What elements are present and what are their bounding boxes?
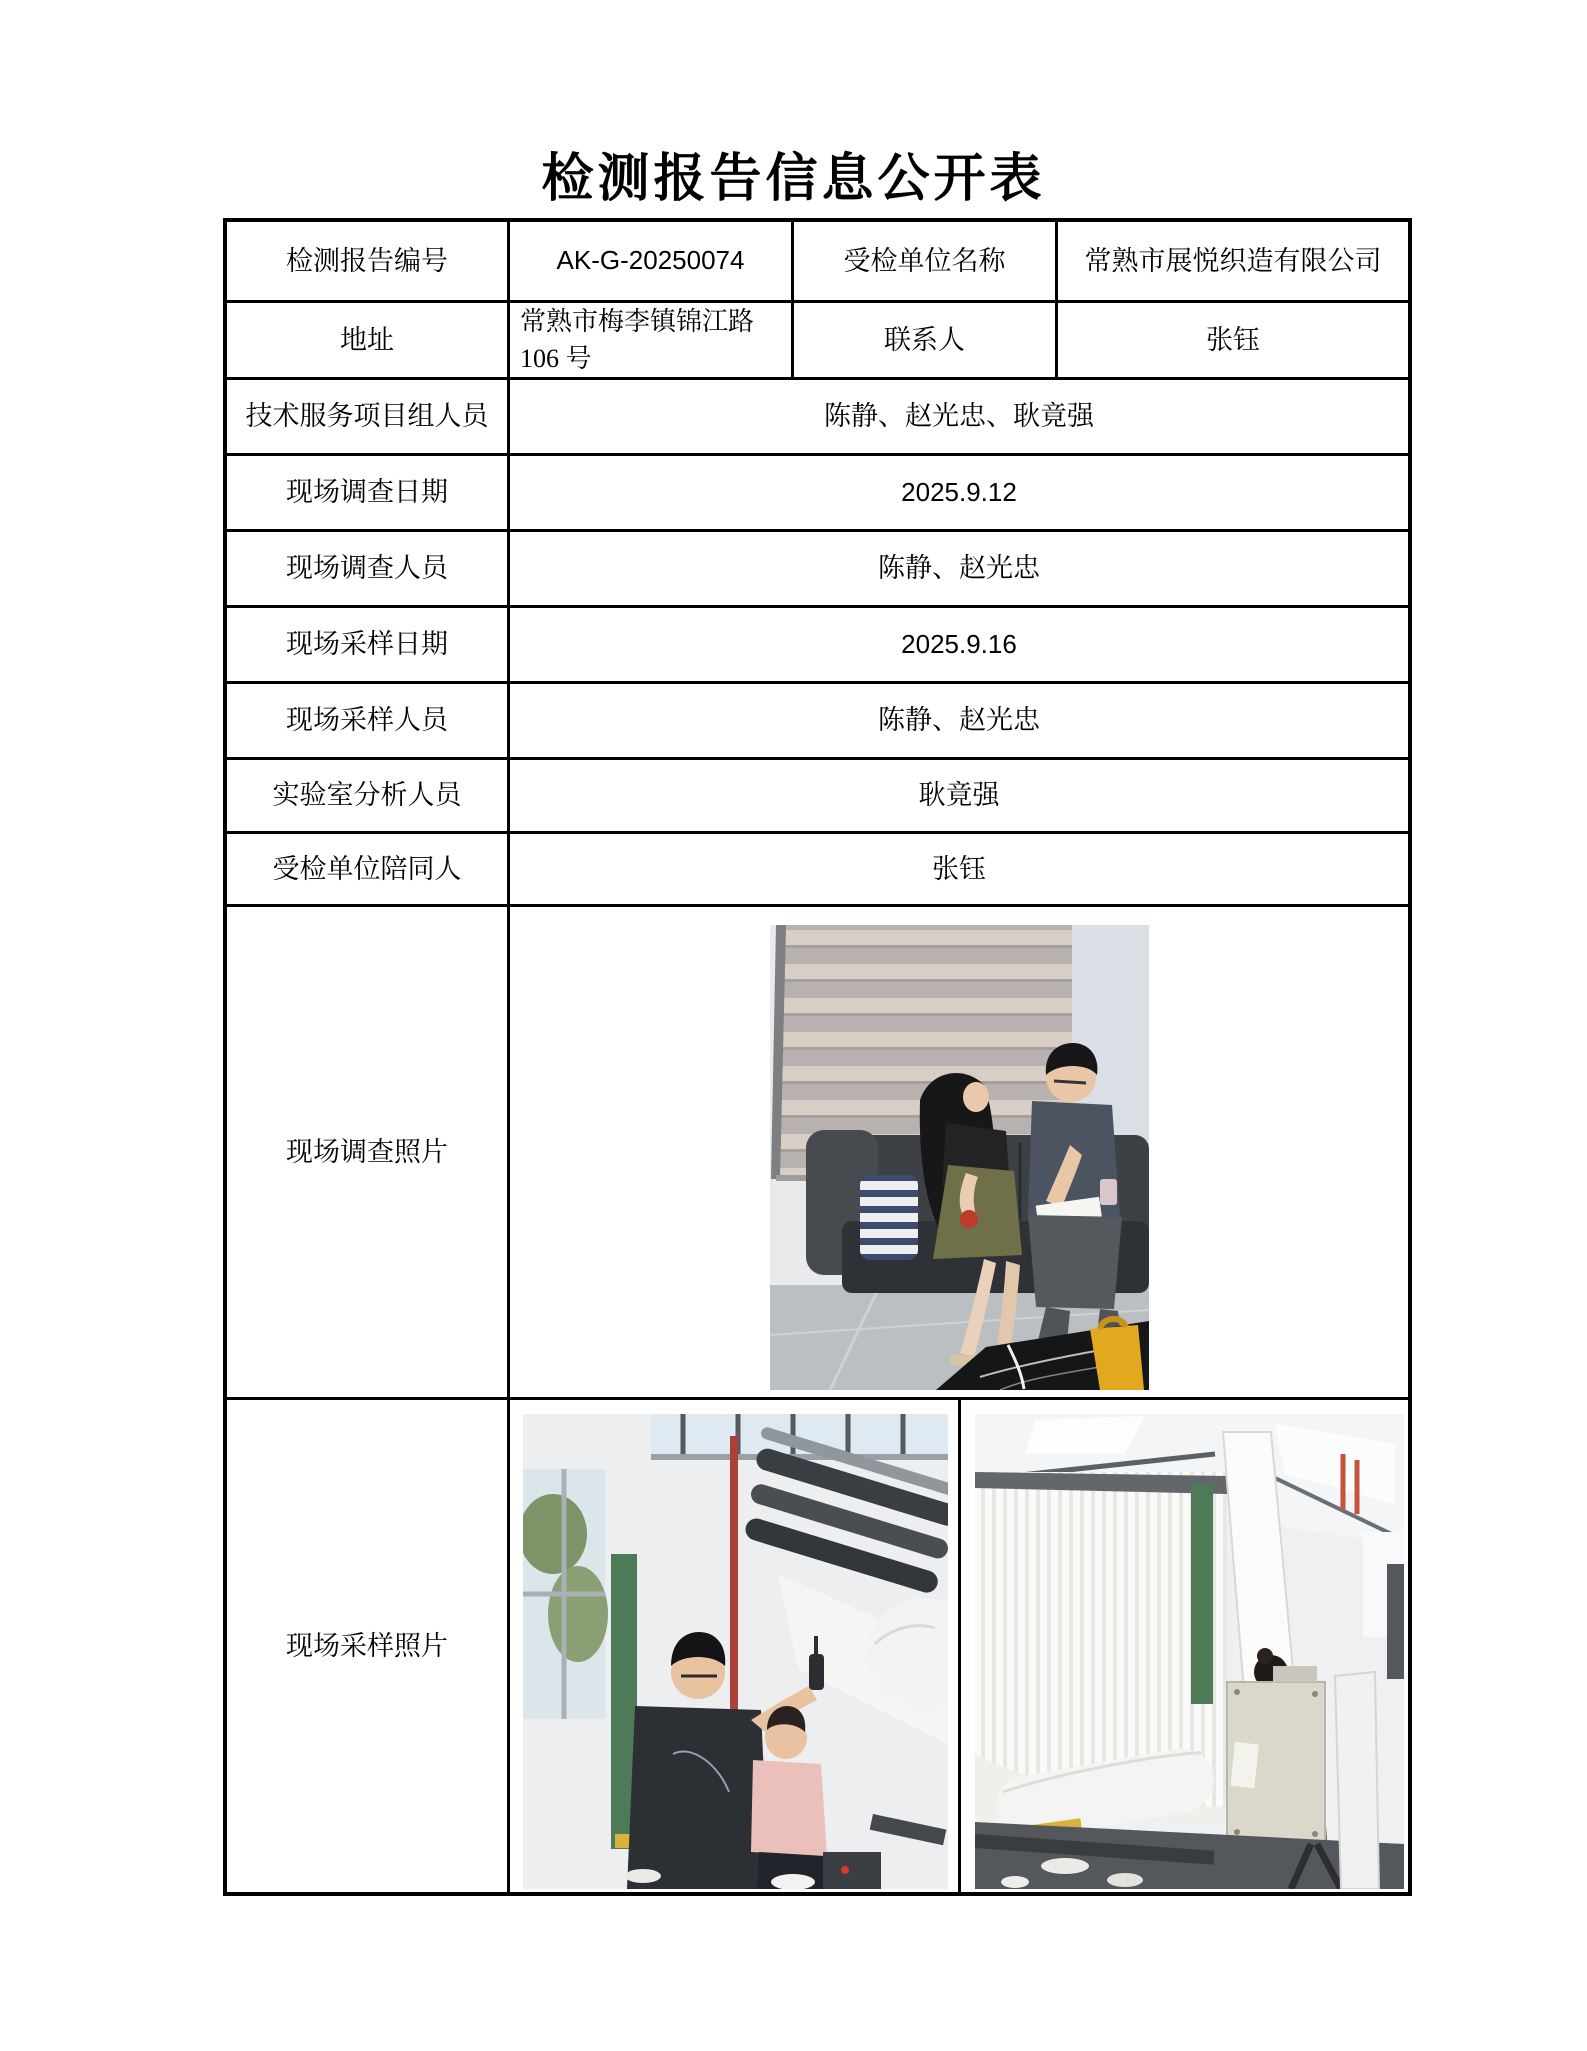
label-sampling-staff: 现场采样人员 <box>227 684 510 760</box>
label-survey-staff: 现场调查人员 <box>227 532 510 608</box>
address-line-2: 106 号 <box>520 344 592 373</box>
sampling-photo-left-cell <box>510 1400 961 1892</box>
label-sampling-date: 现场采样日期 <box>227 608 510 684</box>
sampling-photo-right <box>975 1414 1404 1889</box>
report-table <box>223 218 1412 1896</box>
label-lab-analyst: 实验室分析人员 <box>227 760 510 834</box>
value-contact: 张钰 <box>1058 303 1408 380</box>
value-lab-analyst: 耿竟强 <box>510 760 1408 834</box>
label-sampling-photo: 现场采样照片 <box>227 1400 510 1892</box>
value-unit-name: 常熟市展悦织造有限公司 <box>1058 222 1408 303</box>
label-survey-photo: 现场调查照片 <box>227 907 510 1400</box>
label-project-team: 技术服务项目组人员 <box>227 380 510 456</box>
value-report-number: AK-G-20250074 <box>510 222 794 303</box>
value-sampling-date: 2025.9.16 <box>510 608 1408 684</box>
value-survey-staff: 陈静、赵光忠 <box>510 532 1408 608</box>
address-line-1: 常熟市梅李镇锦江路 <box>520 307 755 336</box>
sampling-photo-left <box>523 1414 948 1889</box>
survey-photo-cell <box>510 907 1408 1400</box>
value-accompanying-person: 张钰 <box>510 834 1408 907</box>
label-report-number: 检测报告编号 <box>227 222 510 303</box>
value-survey-date: 2025.9.12 <box>510 456 1408 532</box>
value-sampling-staff: 陈静、赵光忠 <box>510 684 1408 760</box>
label-accompanying-person: 受检单位陪同人 <box>227 834 510 907</box>
survey-photo <box>770 925 1149 1390</box>
page-title: 检测报告信息公开表 <box>541 151 1046 208</box>
label-address: 地址 <box>227 303 510 380</box>
label-contact: 联系人 <box>794 303 1058 380</box>
label-survey-date: 现场调查日期 <box>227 456 510 532</box>
value-project-team: 陈静、赵光忠、耿竟强 <box>510 380 1408 456</box>
value-address <box>510 303 794 380</box>
sampling-photo-right-cell <box>961 1400 1408 1892</box>
label-unit-name: 受检单位名称 <box>794 222 1058 303</box>
